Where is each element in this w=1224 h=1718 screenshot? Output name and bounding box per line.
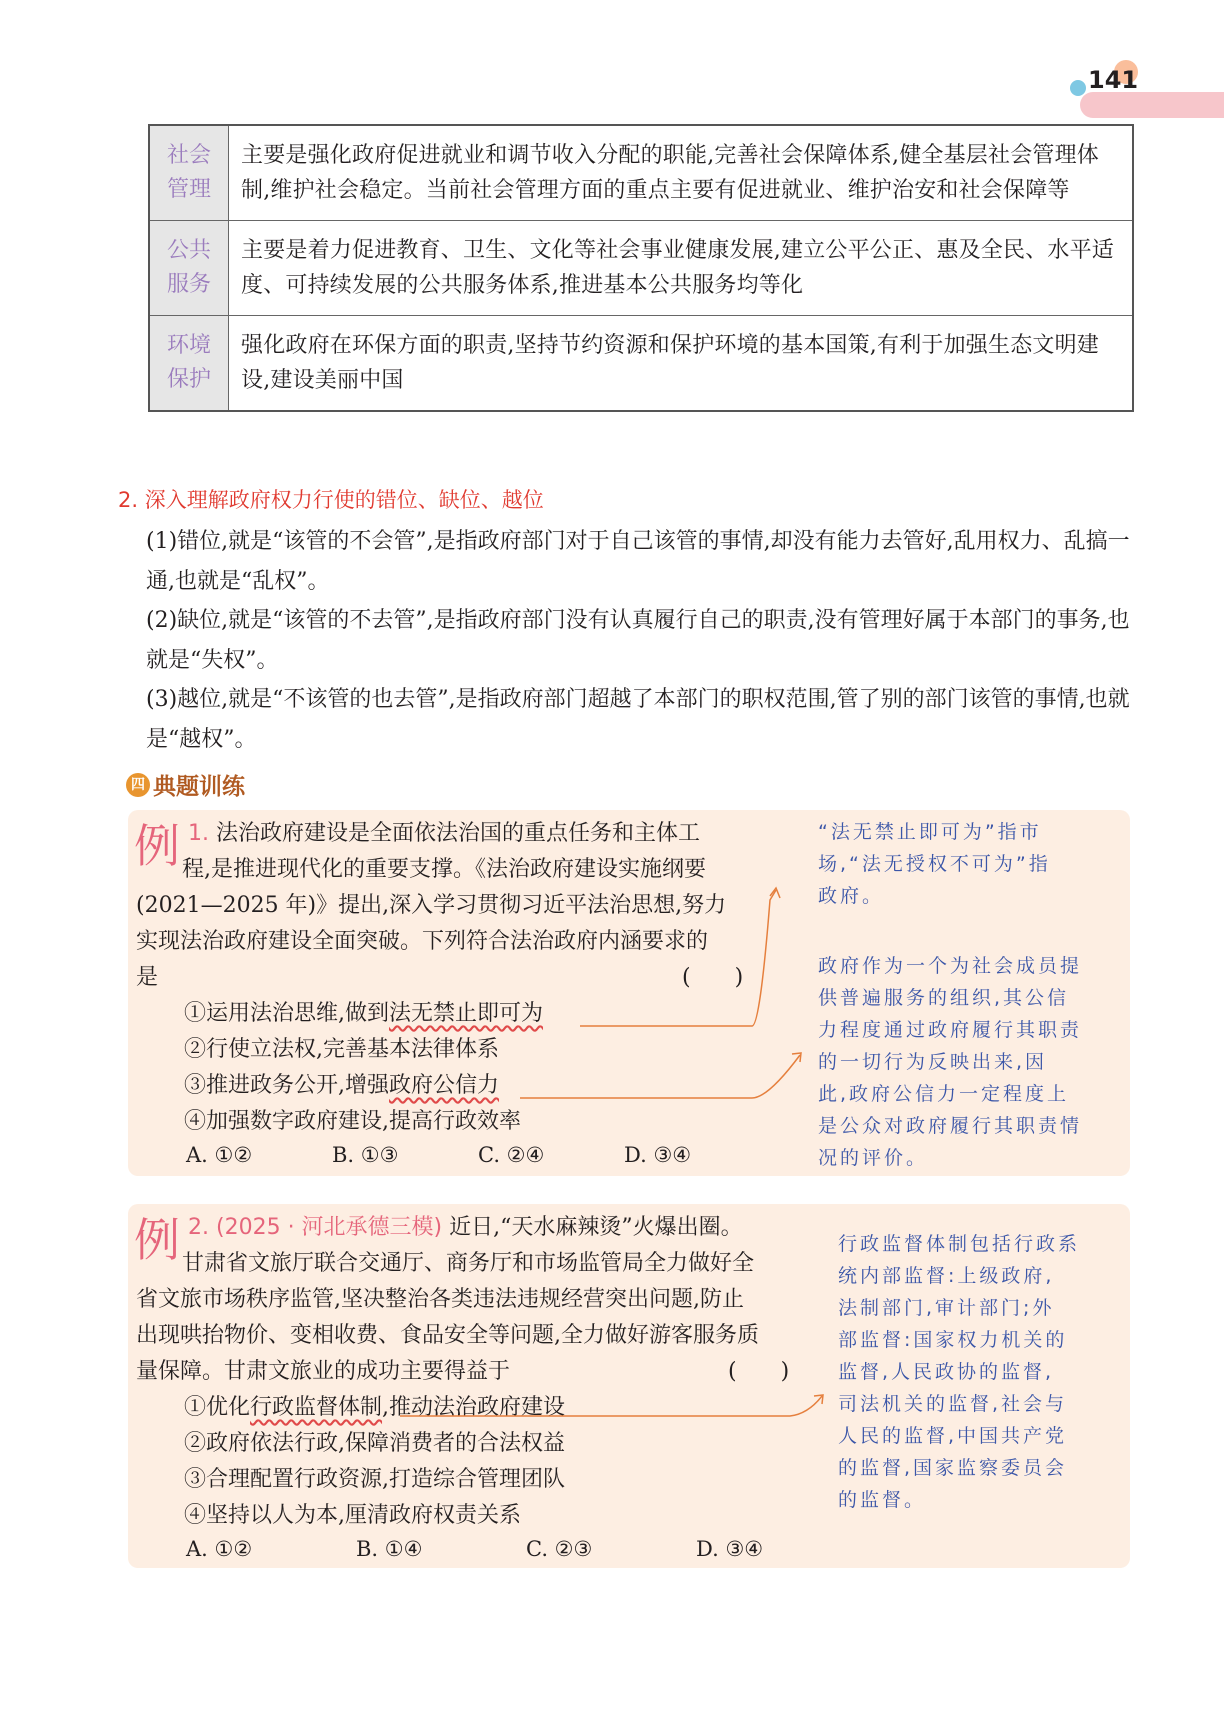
question-stem-line: 出现哄抬物价、变相收费、食品安全等问题,全力做好游客服务质: [136, 1323, 759, 1348]
paragraph-item: (2)缺位,就是“该管的不去管”,是指政府部门没有认真履行自己的职责,没有管理好属于本部门的事务,也就是“失权”。: [146, 608, 1130, 673]
note-line: 此,政府公信力一定程度上: [818, 1083, 1070, 1105]
example-mark: 例: [134, 1213, 180, 1267]
paragraph-item: (1)错位,就是“该管的不会管”,是指政府部门对于自己该管的事情,却没有能力去管好,乱用权力、乱搞一通,也就是“乱权”。: [146, 529, 1130, 594]
note-line: 行政监督体制包括行政系: [838, 1233, 1081, 1255]
note-line: 的一切行为反映出来,因: [818, 1051, 1048, 1073]
option-text: ③推进政务公开,增强: [184, 1073, 389, 1098]
answer-blank: ( ): [728, 1359, 790, 1384]
category-label: 保护: [166, 367, 211, 392]
category-label: 管理: [166, 177, 211, 202]
option-text: ①优化: [184, 1395, 251, 1420]
example-mark: 例: [134, 819, 180, 873]
question-stem-line: 是: [136, 965, 159, 990]
section-badge: 四: [126, 773, 150, 797]
note-line: 的监督,国家监察委员会: [838, 1457, 1068, 1479]
description-cell: 主要是着力促进教育、卫生、文化等社会事业健康发展,建立公平公正、惠及全民、水平适度、可持续发展的公共服务体系,推进基本公共服务均等化: [229, 221, 1134, 316]
category-label: 环境: [166, 333, 211, 358]
stem-text: 法治政府建设是全面依法治国的重点任务和主体工: [216, 821, 701, 846]
option-text: ①运用法治思维,做到: [184, 1001, 389, 1026]
option-2: ②政府依法行政,保障消费者的合法权益: [184, 1431, 565, 1456]
choice-c[interactable]: C. ②③: [526, 1537, 593, 1561]
question-stem-line: 实现法治政府建设全面突破。下列符合法治政府内涵要求的: [136, 929, 709, 954]
option-text: ,推动法治政府建设: [382, 1395, 566, 1420]
question-stem-line: 甘肃省文旅厅联合交通厅、商务厅和市场监管局全力做好全: [182, 1251, 755, 1276]
choice-b[interactable]: B. ①④: [356, 1537, 423, 1561]
note-line: 政府。: [818, 885, 885, 907]
question-stem-line: (2021—2025 年)》提出,深入学习贯彻习近平法治思想,努力: [136, 893, 727, 918]
choice-a[interactable]: A. ①②: [186, 1143, 253, 1167]
question-stem-line: 量保障。甘肃文旅业的成功主要得益于: [136, 1359, 511, 1384]
choice-a[interactable]: A. ①②: [186, 1537, 253, 1561]
choice-d[interactable]: D. ③④: [696, 1537, 764, 1561]
description-cell: 强化政府在环保方面的职责,坚持节约资源和保护环境的基本国策,有利于加强生态文明建设,建设美丽中国: [229, 316, 1134, 412]
note-line: 是公众对政府履行其职责情: [818, 1115, 1083, 1137]
option-4: ④加强数字政府建设,提高行政效率: [184, 1109, 521, 1134]
answer-blank: ( ): [682, 965, 744, 990]
question-source: (2025 · 河北承德三模): [216, 1215, 443, 1240]
note-line: 监督,人民政协的监督,: [838, 1361, 1055, 1383]
note-line: 的监督。: [838, 1489, 927, 1511]
note-line: 力程度通过政府履行其职责: [818, 1019, 1083, 1041]
category-label: 社会: [166, 143, 211, 168]
note-line: 政府作为一个为社会成员提: [818, 955, 1083, 977]
highlighted-phrase: 政府公信力: [389, 1073, 500, 1098]
option-2: ②行使立法权,完善基本法律体系: [184, 1037, 499, 1062]
highlighted-phrase: 法无禁止即可为: [389, 1001, 544, 1026]
choice-b[interactable]: B. ①③: [332, 1143, 399, 1167]
category-label: 服务: [166, 272, 211, 297]
note-line: “法无禁止即可为”指市: [818, 821, 1042, 843]
arrow-line: [400, 1396, 822, 1416]
question-number: 1.: [188, 821, 209, 846]
note-line: 况的评价。: [818, 1147, 929, 1169]
paragraph-item: (3)越位,就是“不该管的也去管”,是指政府部门超越了本部门的职权范围,管了别的部门该管的事情,也就是“越权”。: [146, 687, 1130, 752]
page-number: 141: [1088, 66, 1139, 94]
section-heading: 2. 深入理解政府权力行使的错位、缺位、越位: [118, 488, 544, 512]
option-4: ④坚持以人为本,厘清政府权责关系: [184, 1503, 521, 1528]
stem-text: 近日,“天水麻辣烫”火爆出圈。: [449, 1215, 743, 1240]
description-cell: 主要是强化政府促进就业和调节收入分配的职能,完善社会保障体系,健全基层社会管理体制,维护社会稳定。当前社会管理方面的重点主要有促进就业、维护治安和社会保障等: [229, 125, 1134, 221]
note-line: 司法机关的监督,社会与: [838, 1393, 1068, 1415]
question-stem-line: 程,是推进现代化的重要支撑。《法治政府建设实施纲要: [182, 857, 706, 882]
note-line: 供普遍服务的组织,其公信: [818, 987, 1070, 1009]
choice-c[interactable]: C. ②④: [478, 1143, 545, 1167]
note-line: 场,“法无授权不可为”指: [818, 853, 1051, 875]
arrow-line: [520, 1055, 800, 1098]
category-label: 公共: [166, 238, 211, 263]
question-stem-line: 省文旅市场秩序监管,坚决整治各类违法违规经营突出问题,防止: [136, 1287, 744, 1312]
note-line: 法制部门,审计部门;外: [838, 1297, 1055, 1319]
highlighted-phrase: 行政监督体制: [250, 1395, 383, 1420]
question-number: 2.: [188, 1215, 209, 1240]
arrow-line: [580, 890, 776, 1026]
choice-d[interactable]: D. ③④: [624, 1143, 692, 1167]
note-line: 部监督:国家权力机关的: [838, 1329, 1068, 1351]
option-3: ③合理配置行政资源,打造综合管理团队: [184, 1467, 565, 1492]
training-title: 典题训练: [153, 774, 245, 800]
note-line: 统内部监督:上级政府,: [838, 1265, 1055, 1287]
note-line: 人民的监督,中国共产党: [838, 1425, 1068, 1447]
